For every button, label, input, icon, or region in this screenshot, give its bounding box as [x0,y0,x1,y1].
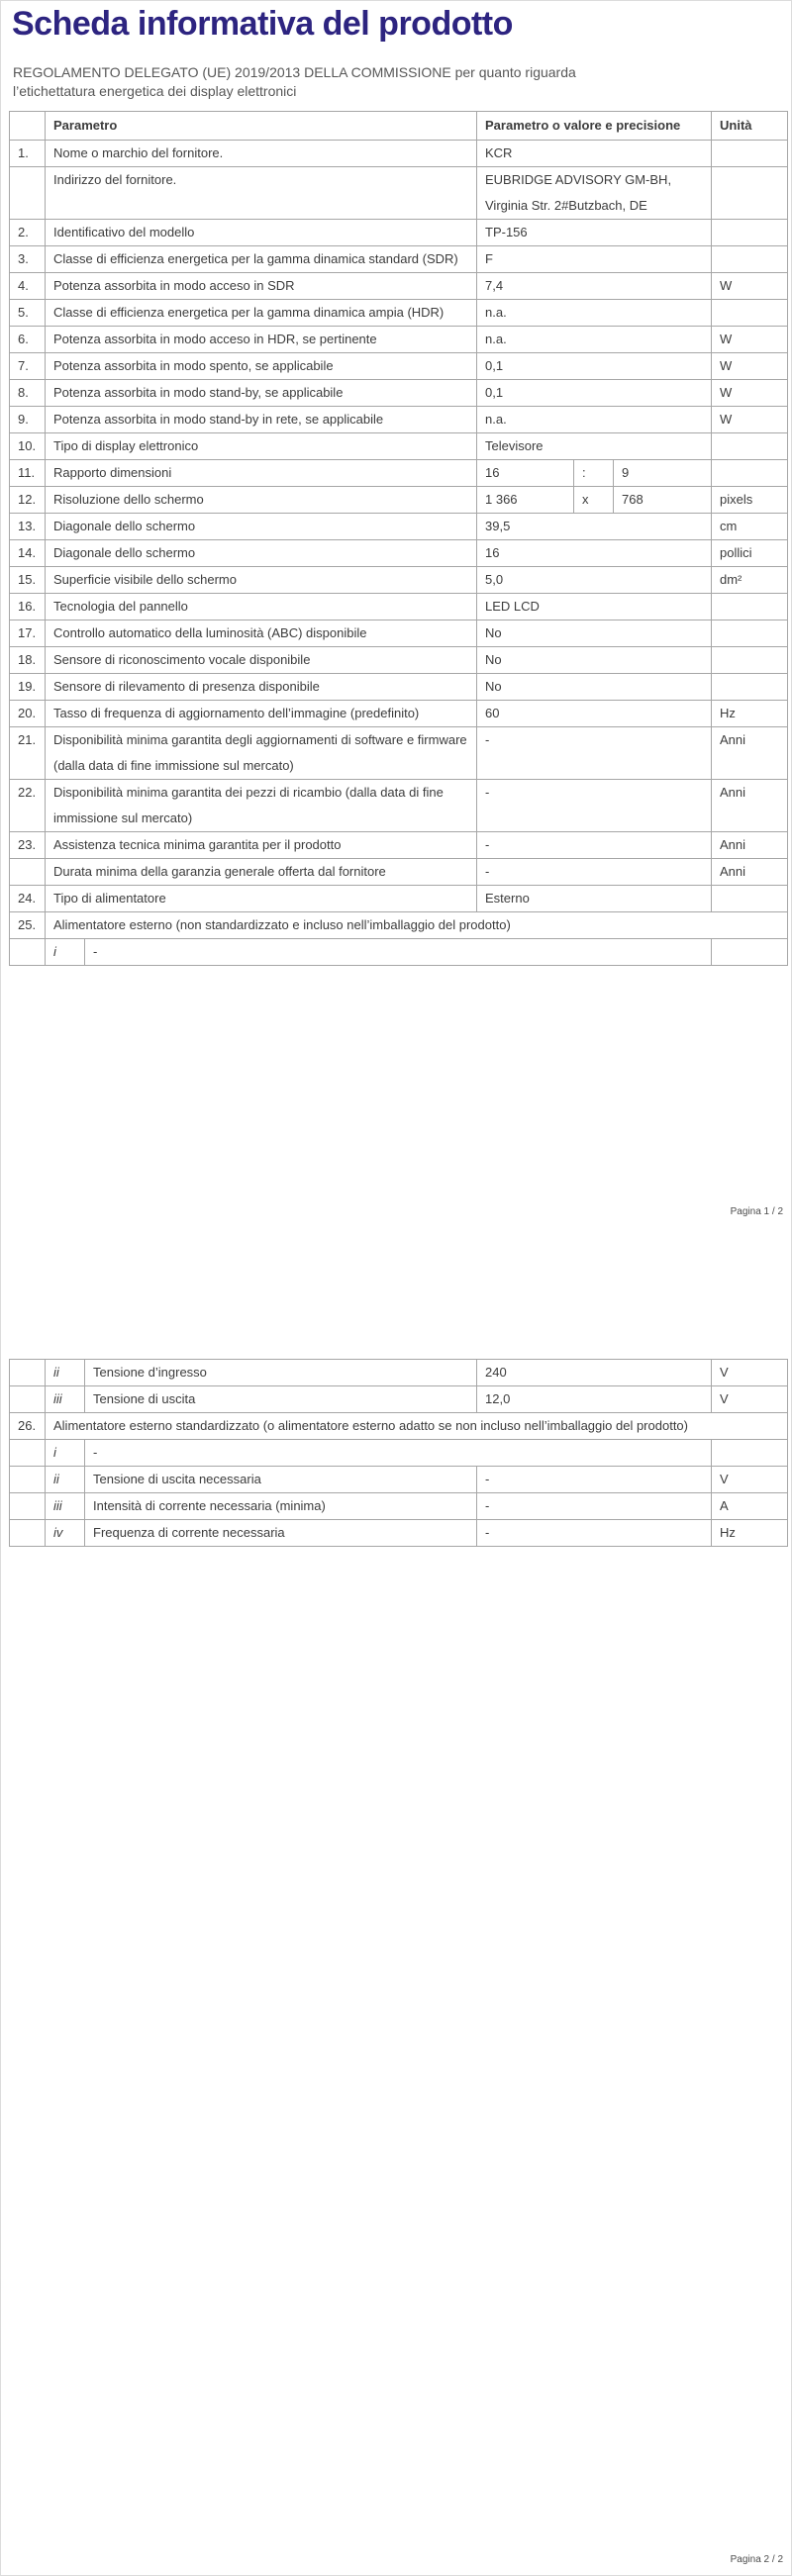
parameter-cell: Potenza assorbita in modo stand-by, se applicabile [46,380,477,407]
parameter-cell: Diagonale dello schermo [46,514,477,540]
unit-cell: Anni [712,780,788,832]
row-number-cell [10,1520,46,1547]
parameter-cell: Controllo automatico della luminosità (ABC) disponibile [46,620,477,647]
table-row [10,514,788,540]
unit-cell: W [712,327,788,353]
table-row [10,567,788,594]
unit-cell: W [712,273,788,300]
sub-index-cell: iv [46,1520,85,1547]
unit-cell [712,141,788,167]
row-number-cell: 24. [10,886,46,912]
sub-index-cell: ii [46,1467,85,1493]
unit-cell: W [712,353,788,380]
value-cell: - [477,832,712,859]
parameter-cell: Alimentatore esterno (non standardizzato e incluso nell’imballaggio del prodotto) [46,912,788,939]
page2-table-body [10,1360,788,1547]
parameter-cell: Disponibilità minima garantita degli aggiornamenti di software e firmware (dalla data di fine immissione sul mercato) [46,727,477,780]
value-cell: - [477,780,712,832]
unit-cell [712,167,788,220]
value-cell: n.a. [477,300,712,327]
parameter-cell: Assistenza tecnica minima garantita per il prodotto [46,832,477,859]
value-cell: - [477,1467,712,1493]
page1-footer: Pagina 1 / 2 [730,1206,783,1217]
table-row [10,594,788,620]
parameter-cell: Potenza assorbita in modo spento, se applicabile [46,353,477,380]
table-row [10,701,788,727]
unit-cell [712,246,788,273]
table-row [10,1467,788,1493]
row-number-cell: 4. [10,273,46,300]
value-cell: LED LCD [477,594,712,620]
table-row [10,727,788,780]
parameter-cell: Potenza assorbita in modo acceso in SDR [46,273,477,300]
unit-cell [712,647,788,674]
row-number-cell: 16. [10,594,46,620]
row-number-cell: 11. [10,460,46,487]
unit-cell: Hz [712,701,788,727]
row-number-cell: 20. [10,701,46,727]
parameter-cell: Indirizzo del fornitore. [46,167,477,220]
value-cell: 0,1 [477,353,712,380]
row-number-cell: 22. [10,780,46,832]
unit-cell [712,433,788,460]
value-cell: - [85,1440,712,1467]
table-row [10,939,788,966]
row-number-cell: 10. [10,433,46,460]
row-number-cell: 23. [10,832,46,859]
parameter-cell: Potenza assorbita in modo acceso in HDR, se pertinente [46,327,477,353]
table-row [10,353,788,380]
row-number-cell: 18. [10,647,46,674]
row-number-cell: 17. [10,620,46,647]
parameter-cell: Tecnologia del pannello [46,594,477,620]
sub-index-cell: ii [46,1360,85,1386]
table-row [10,246,788,273]
unit-cell: V [712,1467,788,1493]
unit-cell [712,620,788,647]
unit-cell: Hz [712,1520,788,1547]
header-unit: Unità [712,112,788,141]
ratio-value-cell: 768 [614,487,712,514]
parameter-cell: Tipo di alimentatore [46,886,477,912]
parameter-cell: Frequenza di corrente necessaria [85,1520,477,1547]
parameter-cell: Rapporto dimensioni [46,460,477,487]
unit-cell [712,220,788,246]
row-number-cell: 6. [10,327,46,353]
table-row [10,620,788,647]
unit-cell: V [712,1360,788,1386]
header-parameter: Parametro [46,112,477,141]
table-row [10,220,788,246]
unit-cell: pollici [712,540,788,567]
value-cell: No [477,647,712,674]
value-cell: 5,0 [477,567,712,594]
row-number-cell [10,859,46,886]
value-cell: No [477,620,712,647]
sub-index-cell: iii [46,1493,85,1520]
unit-cell [712,939,788,966]
product-spec-table-page2 [9,1359,788,1547]
regulation-subtitle: REGOLAMENTO DELEGATO (UE) 2019/2013 DELLA COMMISSIONE per quanto riguarda l’etichettatura energetica dei display elettronici [13,64,576,99]
row-number-cell: 25. [10,912,46,939]
unit-cell: Anni [712,859,788,886]
unit-cell: Anni [712,832,788,859]
value-cell: - [85,939,712,966]
header-value: Parametro o valore e precisione [477,112,712,141]
row-number-cell: 13. [10,514,46,540]
row-number-cell: 14. [10,540,46,567]
table-row [10,273,788,300]
ratio-separator-cell: x [574,487,614,514]
row-number-cell [10,1467,46,1493]
value-cell: - [477,1520,712,1547]
row-number-cell [10,1386,46,1413]
value-cell: TP-156 [477,220,712,246]
value-cell: 39,5 [477,514,712,540]
unit-cell [712,886,788,912]
table-row [10,1413,788,1440]
value-cell: 60 [477,701,712,727]
unit-cell [712,300,788,327]
value-cell: No [477,674,712,701]
row-number-cell: 1. [10,141,46,167]
value-cell: 12,0 [477,1386,712,1413]
table-row [10,167,788,220]
value-cell: 240 [477,1360,712,1386]
parameter-cell: Durata minima della garanzia generale offerta dal fornitore [46,859,477,886]
header-number-cell [10,112,46,141]
table-row [10,460,788,487]
value-cell: F [477,246,712,273]
value-cell: KCR [477,141,712,167]
table-row [10,327,788,353]
parameter-cell: Superficie visibile dello schermo [46,567,477,594]
table-row [10,1360,788,1386]
product-spec-table-page1 [9,111,788,966]
ratio-value-cell: 1 366 [477,487,574,514]
table-row [10,1520,788,1547]
parameter-cell: Tasso di frequenza di aggiornamento dell’immagine (predefinito) [46,701,477,727]
value-cell: - [477,859,712,886]
table-row [10,912,788,939]
row-number-cell [10,1493,46,1520]
page2-footer: Pagina 2 / 2 [730,2554,783,2565]
table-row [10,407,788,433]
row-number-cell: 19. [10,674,46,701]
table-row [10,433,788,460]
parameter-cell: Diagonale dello schermo [46,540,477,567]
row-number-cell: 2. [10,220,46,246]
row-number-cell: 7. [10,353,46,380]
table-row [10,832,788,859]
unit-cell [712,1440,788,1467]
row-number-cell [10,167,46,220]
parameter-cell: Sensore di rilevamento di presenza disponibile [46,674,477,701]
value-cell: - [477,1493,712,1520]
row-number-cell: 26. [10,1413,46,1440]
unit-cell [712,594,788,620]
parameter-cell: Classe di efficienza energetica per la gamma dinamica standard (SDR) [46,246,477,273]
value-cell: 7,4 [477,273,712,300]
table-row [10,1440,788,1467]
table-row [10,1386,788,1413]
value-cell: - [477,727,712,780]
unit-cell: A [712,1493,788,1520]
parameter-cell: Tipo di display elettronico [46,433,477,460]
row-number-cell: 5. [10,300,46,327]
parameter-cell: Potenza assorbita in modo stand-by in rete, se applicabile [46,407,477,433]
row-number-cell [10,1440,46,1467]
unit-cell: W [712,407,788,433]
parameter-cell: Intensità di corrente necessaria (minima) [85,1493,477,1520]
parameter-cell: Classe di efficienza energetica per la gamma dinamica ampia (HDR) [46,300,477,327]
parameter-cell: Sensore di riconoscimento vocale disponibile [46,647,477,674]
row-number-cell [10,939,46,966]
parameter-cell: Alimentatore esterno standardizzato (o alimentatore esterno adatto se non incluso nell’imballaggio del prodotto) [46,1413,788,1440]
unit-cell: Anni [712,727,788,780]
row-number-cell: 8. [10,380,46,407]
row-number-cell: 21. [10,727,46,780]
unit-cell [712,674,788,701]
table-row [10,380,788,407]
value-cell: Esterno [477,886,712,912]
unit-cell: cm [712,514,788,540]
ratio-value-cell: 16 [477,460,574,487]
table-header-row [10,112,788,141]
table-row [10,859,788,886]
table-row [10,300,788,327]
unit-cell: pixels [712,487,788,514]
unit-cell: V [712,1386,788,1413]
parameter-cell: Disponibilità minima garantita dei pezzi di ricambio (dalla data di fine immissione sul mercato) [46,780,477,832]
parameter-cell: Nome o marchio del fornitore. [46,141,477,167]
table-row [10,540,788,567]
table-row [10,780,788,832]
table-row [10,487,788,514]
unit-cell: W [712,380,788,407]
table-row [10,674,788,701]
row-number-cell: 15. [10,567,46,594]
parameter-cell: Identificativo del modello [46,220,477,246]
row-number-cell [10,1360,46,1386]
parameter-cell: Risoluzione dello schermo [46,487,477,514]
parameter-cell: Tensione di uscita [85,1386,477,1413]
row-number-cell: 12. [10,487,46,514]
sub-index-cell: iii [46,1386,85,1413]
sub-index-cell: i [46,1440,85,1467]
row-number-cell: 3. [10,246,46,273]
page1-table-body [10,141,788,966]
value-cell: Televisore [477,433,712,460]
unit-cell [712,460,788,487]
value-cell: EUBRIDGE ADVISORY GM-BH, Virginia Str. 2#Butzbach, DE [477,167,712,220]
row-number-cell: 9. [10,407,46,433]
value-cell: 0,1 [477,380,712,407]
table-row [10,647,788,674]
table-row [10,141,788,167]
table-row [10,1493,788,1520]
parameter-cell: Tensione d’ingresso [85,1360,477,1386]
value-cell: n.a. [477,327,712,353]
value-cell: n.a. [477,407,712,433]
parameter-cell: Tensione di uscita necessaria [85,1467,477,1493]
table-row [10,886,788,912]
ratio-value-cell: 9 [614,460,712,487]
unit-cell: dm² [712,567,788,594]
ratio-separator-cell: : [574,460,614,487]
page-title: Scheda informativa del prodotto [12,5,513,43]
value-cell: 16 [477,540,712,567]
sub-index-cell: i [46,939,85,966]
